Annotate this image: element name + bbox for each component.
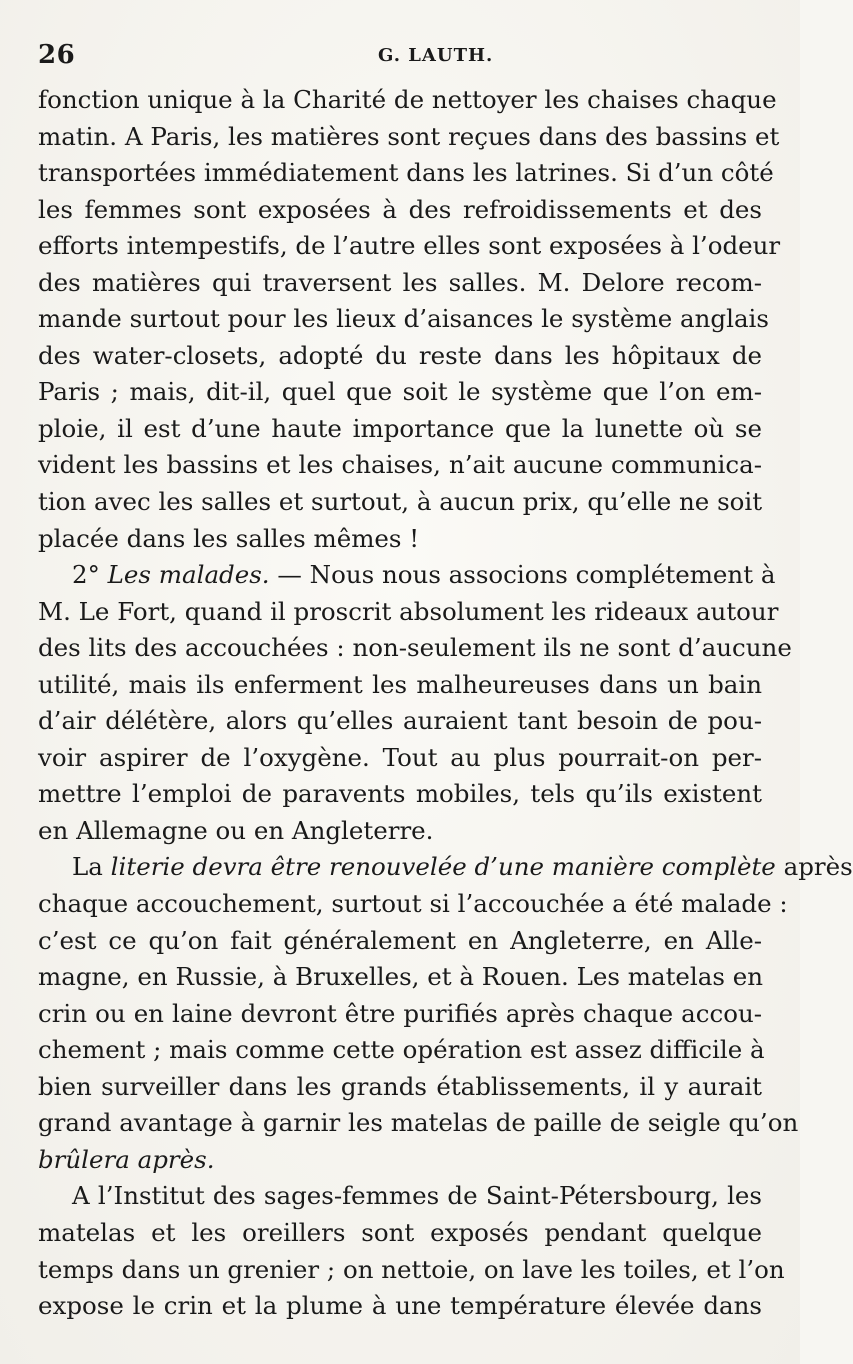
text-line: voir aspirer de l’oxygène. Tout au plus pourrait-on per- <box>38 742 762 772</box>
text-line: expose le crin et la plume à une température élevée dans <box>38 1291 762 1321</box>
text-line: mettre l’emploi de paravents mobiles, tels qu’ils existent <box>38 779 762 809</box>
text-line: des water-closets, adopté du reste dans les hôpitaux de <box>38 340 762 370</box>
text-line: matelas et les oreillers sont exposés pendant quelque <box>38 1217 762 1247</box>
italic-phrase: Les malades. <box>107 560 270 590</box>
italic-phrase: literie devra être renouvelée d’une manière complète <box>110 852 776 882</box>
text-line: efforts intempestifs, de l’autre elles sont exposées à l’odeur <box>38 231 781 261</box>
page-number: 26 <box>38 40 76 70</box>
text-line: grand avantage à garnir les matelas de paille de seigle qu’on <box>38 1108 799 1138</box>
text-line: bien surveiller dans les grands établissements, il y aurait <box>38 1071 762 1101</box>
text-line: temps dans un grenier ; on nettoie, on lave les toiles, et l’on <box>38 1254 785 1284</box>
text-line: en Allemagne ou en Angleterre. <box>38 815 434 845</box>
text-line <box>38 1142 762 1179</box>
text-line: c’est ce qu’on fait généralement en Angleterre, en Alle- <box>38 925 762 955</box>
text-line: vident les bassins et les chaises, n’ait aucune communica- <box>38 450 762 480</box>
text-line: fonction unique à la Charité de nettoyer les chaises chaque <box>38 85 777 114</box>
text-line: Paris ; mais, dit-il, quel que soit le système que l’on em- <box>38 377 762 407</box>
text-line: transportées immédiatement dans les latrines. Si d’un côté <box>38 158 774 188</box>
page-header <box>38 40 762 76</box>
text-segment: La <box>72 852 111 882</box>
body-text <box>38 82 853 1325</box>
text-line: mande surtout pour les lieux d’aisances le système anglais <box>38 304 769 334</box>
text-line: placée dans les salles mêmes ! <box>38 523 420 553</box>
text-line: A l’Institut des sages-femmes de Saint-Pétersbourg, les <box>72 1181 762 1211</box>
text-line: des matières qui traversent les salles. M. Delore recom- <box>38 267 762 297</box>
running-head: G. LAUTH. <box>378 45 494 66</box>
text-segment: 2° <box>72 560 108 590</box>
text-line <box>38 849 853 886</box>
text-line <box>38 557 776 594</box>
text-line: magne, en Russie, à Bruxelles, et à Rouen. Les matelas en <box>38 962 763 992</box>
text-line: crin ou en laine devront être purifiés après chaque accou- <box>38 998 762 1028</box>
text-line: chement ; mais comme cette opération est assez difficile à <box>38 1035 765 1065</box>
text-line: tion avec les salles et surtout, à aucun prix, qu’elle ne soit <box>38 487 763 517</box>
text-line: d’air délétère, alors qu’elles auraient tant besoin de pou- <box>38 706 762 736</box>
text-line: des lits des accouchées : non-seulement ils ne sont d’aucune <box>38 633 792 663</box>
text-line: M. Le Fort, quand il proscrit absolument les rideaux autour <box>38 596 779 626</box>
text-segment: après <box>775 852 853 882</box>
text-line: ploie, il est d’une haute importance que la lunette où se <box>38 413 762 443</box>
text-line: les femmes sont exposées à des refroidissements et des <box>38 194 762 224</box>
text-line: chaque accouchement, surtout si l’accouchée a été malade : <box>38 889 788 919</box>
text-line: utilité, mais ils enferment les malheureuses dans un bain <box>38 669 762 699</box>
italic-phrase: brûlera après. <box>38 1144 215 1174</box>
text-line: matin. A Paris, les matières sont reçues dans des bassins et <box>38 121 780 151</box>
text-segment: — Nous nous associons complétement à <box>269 560 776 590</box>
